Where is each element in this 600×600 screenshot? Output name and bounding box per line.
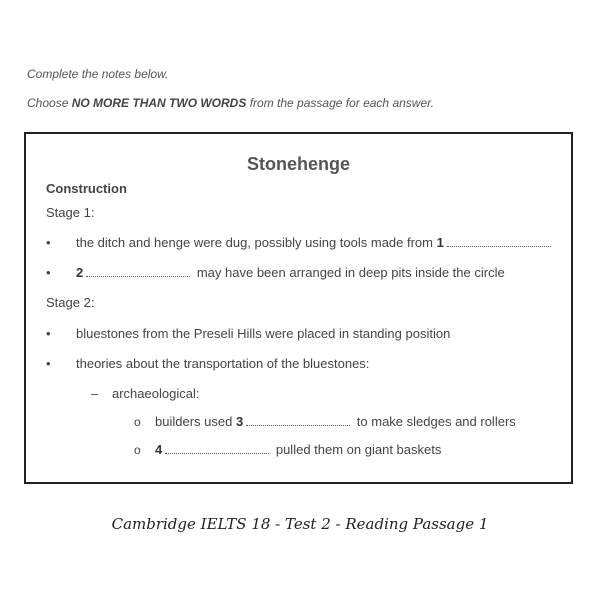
notes-title: Stonehenge: [246, 154, 350, 174]
answer-gap-2[interactable]: [86, 268, 190, 277]
stage1-item-1-text: the ditch and henge were dug, possibly using tools made from: [76, 235, 437, 250]
circle-bullet-icon: o: [134, 415, 141, 429]
answer-gap-3[interactable]: [246, 417, 350, 426]
dash-icon: –: [91, 386, 99, 401]
stage1-item-1: [76, 235, 554, 250]
sub-item-4: [155, 442, 441, 457]
stage2-item-2: theories about the transportation of the bluestones:: [76, 356, 370, 371]
circle-bullet-icon: o: [134, 443, 141, 457]
sub-item-3-text: builders used: [155, 414, 236, 429]
sub-item-3-post: to make sledges and rollers: [353, 414, 516, 429]
bullet-icon: •: [46, 235, 51, 250]
stage-1-label: Stage 1:: [46, 205, 95, 220]
sub-heading-archaeological: archaeological:: [112, 386, 200, 401]
stage2-item-1: bluestones from the Preseli Hills were placed in standing position: [76, 326, 451, 341]
bullet-icon: •: [46, 265, 51, 280]
answer-gap-1[interactable]: [447, 238, 551, 247]
instruction-complete-notes: Complete the notes below.: [27, 67, 169, 81]
instruction-word-limit-pre: Choose: [27, 96, 72, 110]
gap-number-2: 2: [76, 265, 84, 280]
stage-2-label: Stage 2:: [46, 295, 95, 310]
stage1-item-2-text: may have been arranged in deep pits inside the circle: [193, 265, 505, 280]
answer-gap-4[interactable]: [165, 445, 269, 454]
sub-item-3: [155, 414, 516, 429]
section-heading-construction: Construction: [46, 181, 127, 196]
bullet-icon: •: [46, 326, 51, 341]
gap-number-3: 3: [235, 414, 244, 429]
gap-number-1: 1: [436, 235, 444, 250]
instruction-word-limit-bold: NO MORE THAN TWO WORDS: [71, 96, 247, 110]
instruction-word-limit: [27, 96, 434, 110]
notes-box: [24, 132, 573, 484]
stage1-item-2: [76, 265, 505, 280]
sub-item-4-post: pulled them on giant baskets: [272, 442, 442, 457]
caption: Cambridge IELTS 18 - Test 2 - Reading Passage 1: [111, 515, 489, 533]
bullet-icon: •: [46, 356, 51, 371]
gap-number-4: 4: [155, 442, 163, 457]
instruction-word-limit-post: from the passage for each answer.: [246, 96, 435, 110]
